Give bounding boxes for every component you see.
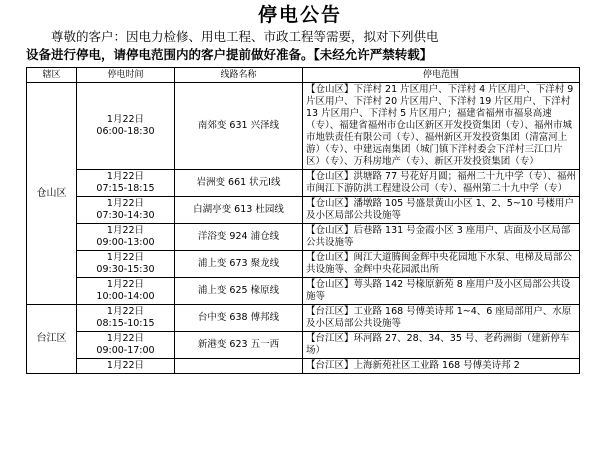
range-cell: 【仓山区】下洋村 21 片区用户、下洋村 4 片区用户、下洋村 9 片区用户、下洋村 20 片区用户、下洋村 19 片区用户、下洋村 13 片区用户、下洋村 5 片区用户；福建省福州市福泉高速（专）、福建省福州市仓山区新区开发投资集团（专）、福州市城市地铁责任有限公司（专）、福州新区开发投资集团（清富河上游）（专）、中建远南集团（城门镇下洋村委会下洋村三江口片区）（专）、万科房地产（专）、新区开发投资集团（专） [303, 83, 580, 170]
page-title: 停电公告 [257, 4, 342, 26]
intro-line-1: 尊敬的客户：因电力检修、用电工程、市政工程等需要，拟对下列供电 [51, 29, 439, 44]
district-cell: 台江区 [27, 305, 77, 374]
range-cell: 【仓山区】洪塘路 77 号花好月圆；福州二十九中学（专）、福州市闽江下游防洪工程建设公司（专）、福州第二十九中学（专） [303, 170, 580, 197]
table-row [27, 332, 580, 359]
header-line: 线路名称 [175, 68, 303, 83]
table-row [27, 251, 580, 278]
time-cell: 1月22日 08:15-10:15 [77, 305, 175, 332]
range-cell: 【仓山区】潘墩路 105 号盛景黄山小区 1、2、5~10 号楼用户及小区局部公共设施等 [303, 197, 580, 224]
range-cell: 【台江区】上海新苑社区工业路 168 号傅美诗邦 2 [303, 359, 580, 374]
range-cell: 【台江区】环河路 27、28、34、35 号、老药洲街（建新停车场） [303, 332, 580, 359]
time-cell: 1月22日 06:00-18:30 [77, 83, 175, 170]
table-row [27, 197, 580, 224]
table-row [27, 359, 580, 374]
intro-paragraph [0, 28, 600, 64]
line-cell: 台中变 638 傅邦线 [175, 305, 303, 332]
table-header-row [27, 68, 580, 83]
table-row [27, 170, 580, 197]
table-row [27, 278, 580, 305]
time-cell: 1月22日 07:30-14:30 [77, 197, 175, 224]
time-cell: 1月22日 07:15-18:15 [77, 170, 175, 197]
line-cell: 洋浴变 924 浦仓线 [175, 224, 303, 251]
range-cell: 【台江区】工业路 168 号傅美诗邦 1~4、6 座局部用户、水原及小区局部公共设施等 [303, 305, 580, 332]
intro-line-2: 设备进行停电，请停电范围内的客户提前做好准备。【未经允许严禁转载】 [26, 47, 433, 62]
table-row [27, 83, 580, 170]
line-cell: 新港变 623 五一西 [175, 332, 303, 359]
time-cell: 1月22日 09:00-17:00 [77, 332, 175, 359]
header-time: 停电时间 [77, 68, 175, 83]
time-cell: 1月22日 [77, 359, 175, 374]
outage-table [26, 67, 580, 374]
line-cell: 南郊变 631 兴泽线 [175, 83, 303, 170]
line-cell: 岩洲变 661 状元Ⅰ线 [175, 170, 303, 197]
time-cell: 1月22日 09:30-15:30 [77, 251, 175, 278]
line-cell: 浦上变 673 聚龙线 [175, 251, 303, 278]
range-cell: 【仓山区】闽江大道腾闽金辉中央花园地下水泵、电梯及局部公共设施等、金辉中央花园派出所 [303, 251, 580, 278]
range-cell: 【仓山区】后巷路 131 号金霞小区 3 座用户、店面及小区局部公共设施等 [303, 224, 580, 251]
range-cell: 【仓山区】萼头路 142 号椽原新苑 8 座用户及小区局部公共设施等 [303, 278, 580, 305]
line-cell: 白湖亭变 613 杜园线 [175, 197, 303, 224]
header-district: 辖区 [27, 68, 77, 83]
district-cell: 仓山区 [27, 83, 77, 305]
time-cell: 1月22日 10:00-14:00 [77, 278, 175, 305]
header-range: 停电范围 [303, 68, 580, 83]
table-row [27, 224, 580, 251]
line-cell [175, 359, 303, 374]
time-cell: 1月22日 09:00-13:00 [77, 224, 175, 251]
table-row [27, 305, 580, 332]
line-cell: 浦上变 625 椽原线 [175, 278, 303, 305]
